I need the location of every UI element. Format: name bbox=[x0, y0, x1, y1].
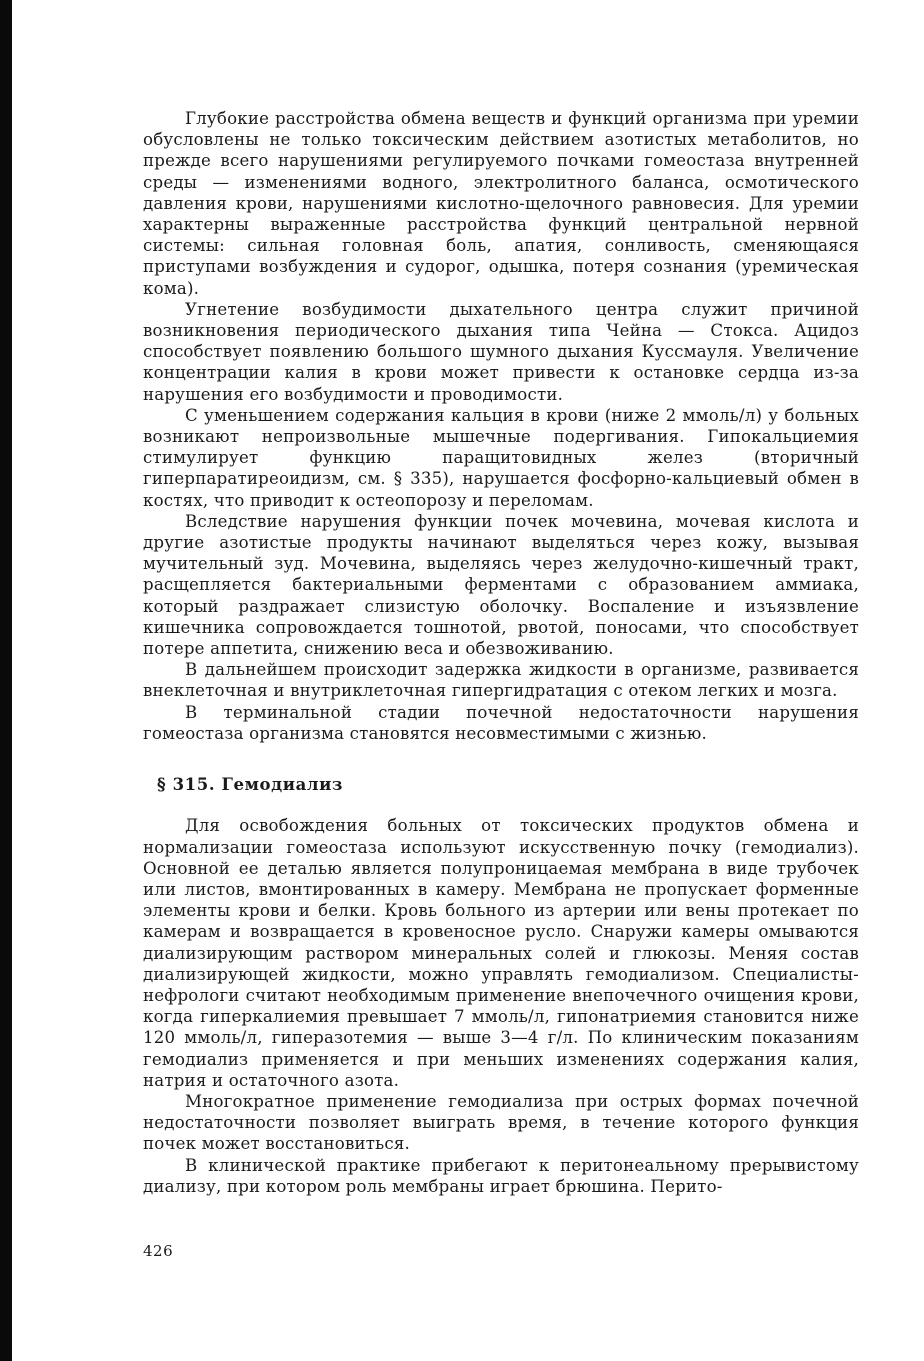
paragraph-uremia-disorders: Глубокие расстройства обмена веществ и функций организма при уремии обусловлены не только токсическим действием азотистых метаболитов, но прежде всего нарушениями регулируемого почками гомеостаза внутренней среды — изменениями водного, электролитного баланса, осмотического давления крови, нарушениями кислотно-щелочного равновесия. Для уремии характерны выраженные расстройства функций центральной нервной системы: сильная головная боль, апатия, сонливость, сменяющаяся приступами возбуждения и судорог, одышка, потеря сознания (уремическая кома). bbox=[143, 109, 859, 298]
paragraph-terminal-stage: В терминальной стадии почечной недостаточности нарушения гомеостаза организма становятся несовместимыми с жизнью. bbox=[143, 702, 859, 743]
paragraph-acute-forms: Многократное применение гемодиализа при острых формах почечной недостаточности позволяет выиграть время, в течение которого функция почек может восстановиться. bbox=[143, 1091, 859, 1154]
paragraph-respiratory-center: Угнетение возбудимости дыхательного центра служит причиной возникновения периодического дыхания типа Чейна — Стокса. Ацидоз способствует появлению большого шумного дыхания Куссмауля. Увеличение концентрации калия в крови может привести к остановке сердца из-за нарушения его возбудимости и проводимости. bbox=[143, 299, 859, 404]
binding-edge bbox=[0, 0, 12, 1361]
paragraph-peritoneal-dialysis: В клинической практике прибегают к перитонеальному прерывистому диализу, при котором роль мембраны играет брюшина. Перито- bbox=[143, 1155, 859, 1196]
paragraph-hemodialysis: Для освобождения больных от токсических продуктов обмена и нормализации гомеостаза используют искусственную почку (гемодиализ). Основной ее деталью является полупроницаемая мембрана в виде трубочек или листов, вмонтированных в камеру. Мембрана не пропускает форменные элементы крови и белки. Кровь больного из артерии или вены протекает по камерам и возвращается в кровеносное русло. Снаружи камеры омываются диализирующим раствором минеральных солей и глюкозы. Меняя состав диализирующей жидкости, можно управлять гемодиализом. Специалисты-нефрологи считают необходимым применение внепочечного очищения крови, когда гиперкалиемия превышает 7 ммоль/л, гипонатриемия становится ниже 120 ммоль/л, гиперазотемия — выше 3—4 г/л. По клиническим показаниям гемодиализ применяется и при меньших изменениях содержания калия, натрия и остаточного азота. bbox=[143, 816, 859, 1090]
section-heading: § 315. Гемодиализ bbox=[157, 775, 344, 795]
paragraph-fluid-retention: В дальнейшем происходит задержка жидкости в организме, развивается внеклеточная и внутриклеточная гипергидратация с отеком легких и мозга. bbox=[143, 660, 859, 701]
page-body bbox=[143, 108, 859, 1197]
page-number: 426 bbox=[143, 1242, 174, 1260]
paragraph-nitrogen-excretion: Вследствие нарушения функции почек мочевина, мочевая кислота и другие азотистые продукты начинают выделяться через кожу, вызывая мучительный зуд. Мочевина, выделяясь через желудочно-кишечный тракт, расщепляется бактериальными ферментами с образованием аммиака, который раздражает слизистую оболочку. Воспаление и изъязвление кишечника сопровождается тошнотой, рвотой, поносами, что способствует потере аппетита, снижению веса и обезвоживанию. bbox=[143, 511, 859, 659]
paragraph-calcium: С уменьшением содержания кальция в крови (ниже 2 ммоль/л) у больных возникают непроизвольные мышечные подергивания. Гипокальциемия стимулирует функцию паращитовидных желез (вторичный гиперпаратиреоидизм, см. § 335), нарушается фосфорно-кальциевый обмен в костях, что приводит к остеопорозу и переломам. bbox=[143, 405, 859, 510]
